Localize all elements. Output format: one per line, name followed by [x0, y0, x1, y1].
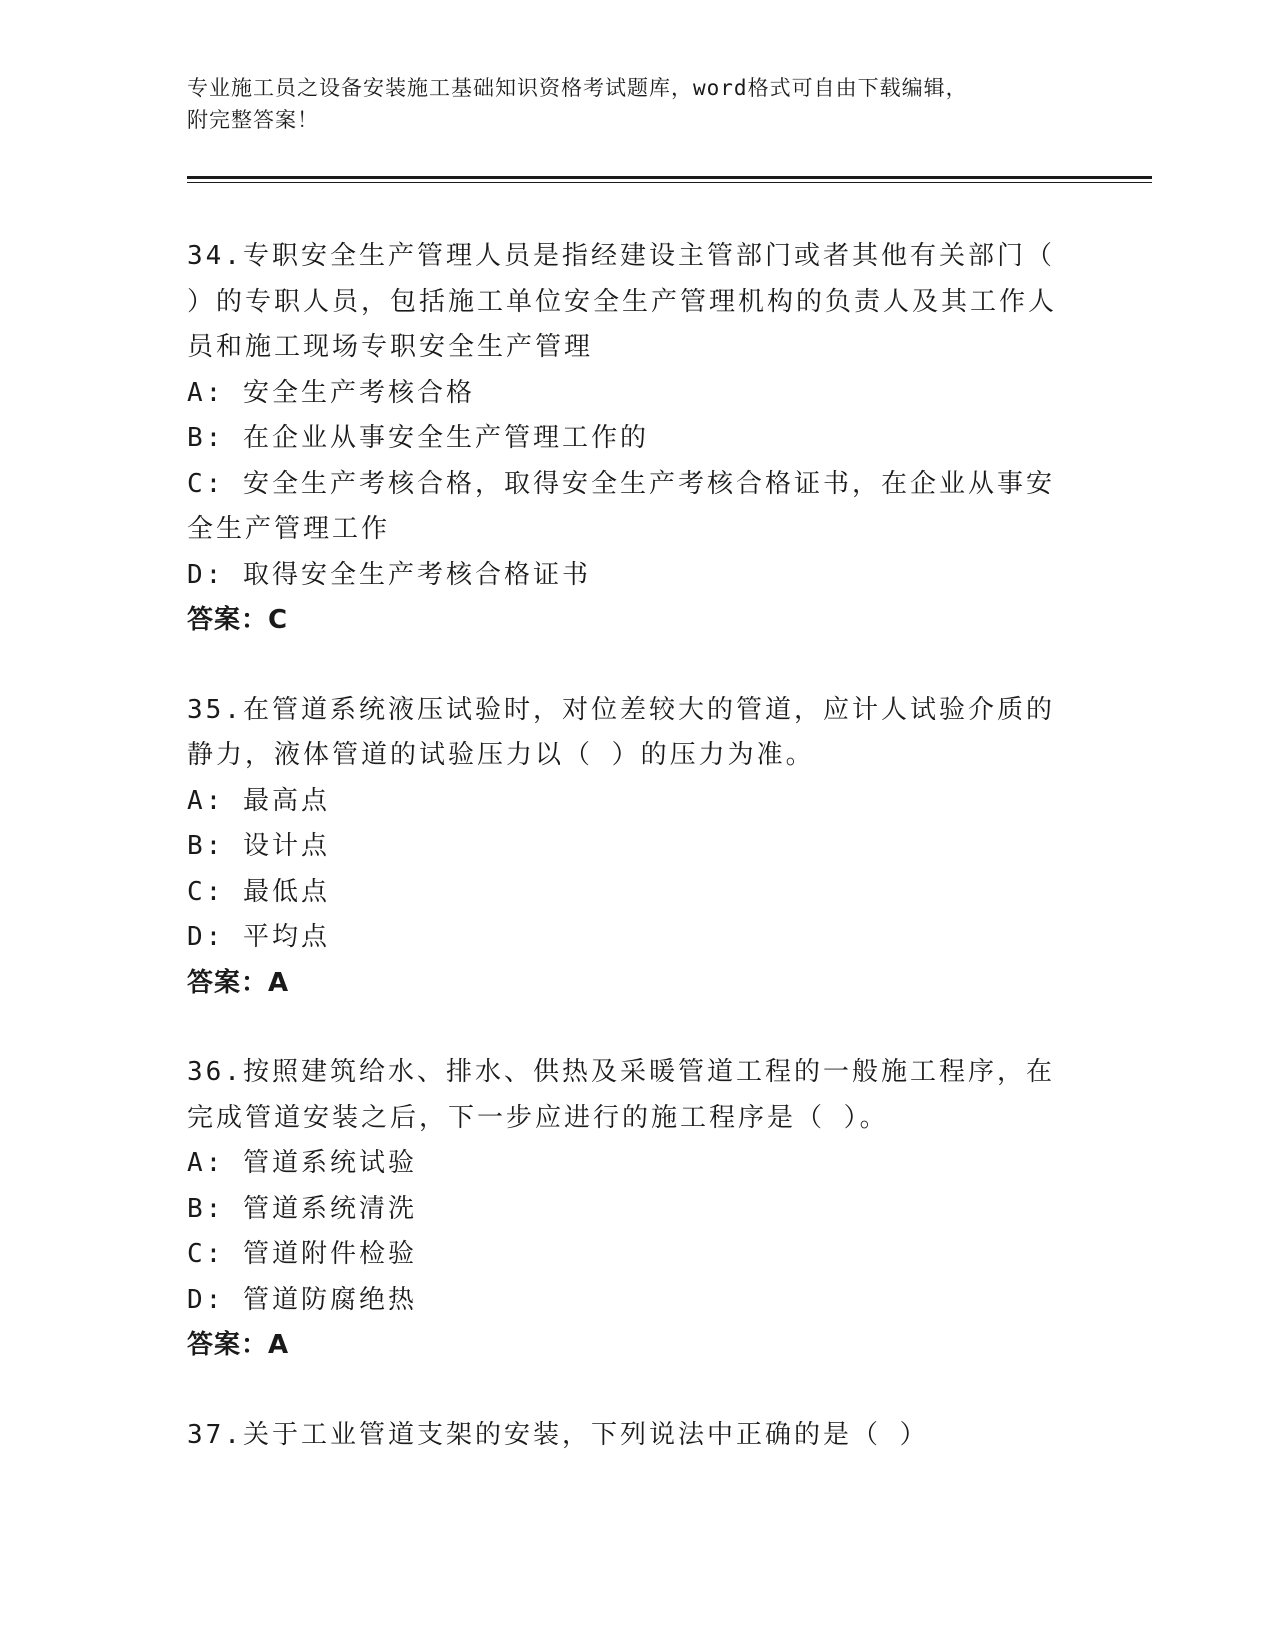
question-36 — [187, 1050, 1077, 1369]
option-d: D: 平均点 — [187, 922, 330, 952]
question-35 — [187, 688, 1077, 1007]
option-b: B: 管道系统清洗 — [187, 1193, 417, 1224]
option-d: D: 管道防腐绝热 — [187, 1284, 417, 1315]
answer-label: 答案：A — [187, 967, 290, 998]
option-b: B: 在企业从事安全生产管理工作的 — [187, 423, 649, 453]
header-divider-thick — [187, 176, 1152, 179]
option-c: C: 最低点 — [187, 876, 330, 907]
option-a: A: 最高点 — [187, 785, 330, 816]
question-37 — [187, 1413, 1077, 1459]
option-c: C: 管道附件检验 — [187, 1239, 417, 1269]
option-a: A: 管道系统试验 — [187, 1148, 417, 1178]
question-text: 34.专职安全生产管理人员是指经建设主管部门或者其他有关部门（ ）的专职人员，包括施工单位安全生产管理机构的负责人及其工作人员和施工现场专职安全生产管理 — [187, 241, 1058, 362]
question-text: 37.关于工业管道支架的安装，下列说法中正确的是（ ） — [187, 1419, 929, 1450]
header-line-1: 专业施工员之设备安装施工基础知识资格考试题库，word格式可自由下载编辑， — [187, 76, 968, 100]
question-34 — [187, 234, 1077, 644]
header-divider-thin — [187, 182, 1152, 183]
document-header — [187, 72, 1087, 136]
option-a: A: 安全生产考核合格 — [187, 377, 475, 408]
option-d: D: 取得安全生产考核合格证书 — [187, 559, 591, 590]
answer-label: 答案：A — [187, 1330, 290, 1360]
question-list — [187, 234, 1077, 1502]
question-text: 35.在管道系统液压试验时，对位差较大的管道，应计人试验介质的静力，液体管道的试验压力以（ ）的压力为准。 — [187, 694, 1055, 770]
option-c: C: 安全生产考核合格，取得安全生产考核合格证书，在企业从事安全生产管理工作 — [187, 468, 1055, 544]
header-line-2: 附完整答案！ — [187, 108, 319, 132]
option-b: B: 设计点 — [187, 831, 330, 861]
question-text: 36.按照建筑给水、排水、供热及采暖管道工程的一般施工程序，在完成管道安装之后，下一步应进行的施工程序是（ ）。 — [187, 1057, 1055, 1133]
answer-label: 答案：C — [187, 605, 289, 635]
